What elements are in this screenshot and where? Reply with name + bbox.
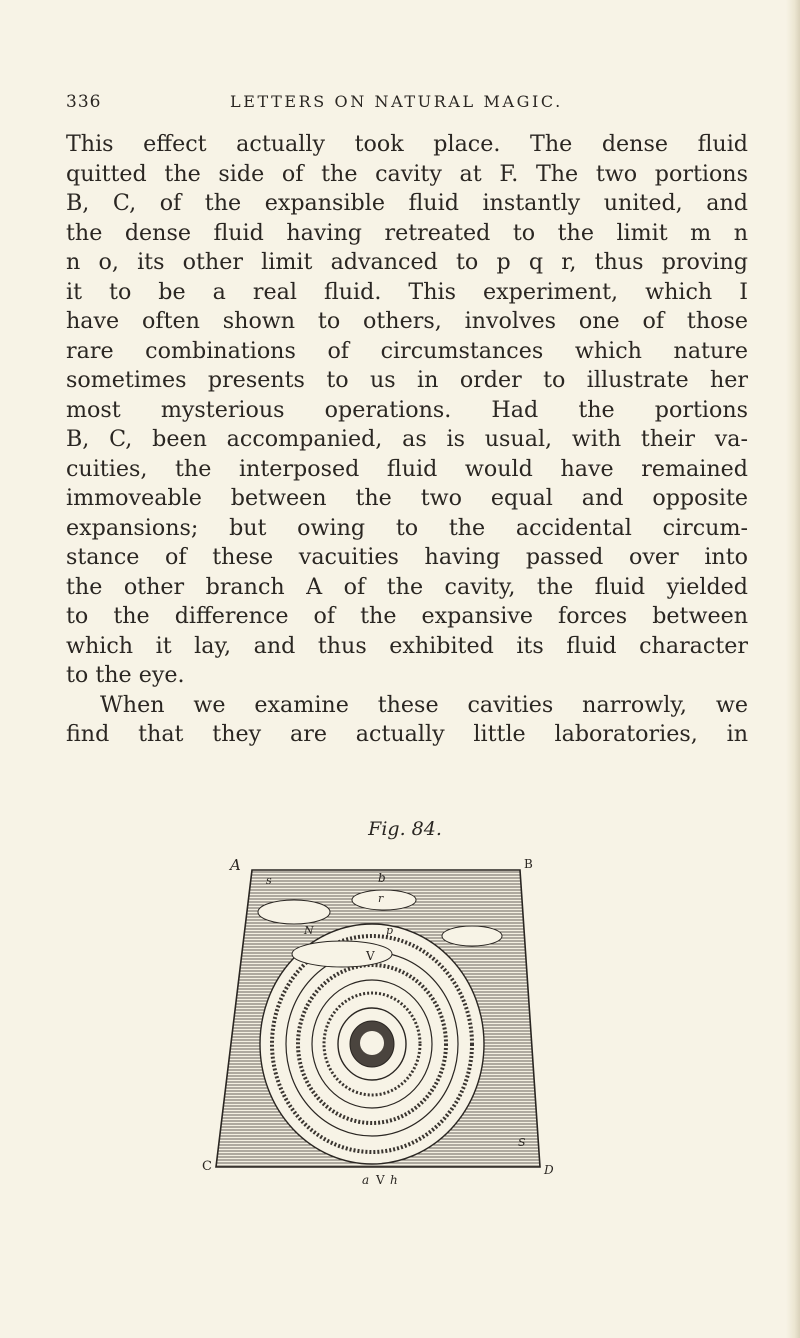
label-b: b bbox=[378, 871, 386, 885]
page-number: 336 bbox=[66, 92, 102, 112]
text-line: it to be a real fluid. This experiment, which I bbox=[66, 278, 748, 305]
label-V-top: V bbox=[366, 949, 375, 963]
text-line: find that they are actually little laboratories, in bbox=[66, 721, 748, 747]
text-line: the dense fluid having retreated to the limit m n bbox=[66, 219, 748, 246]
text-line: When we examine these cavities narrowly, we bbox=[100, 691, 748, 718]
text-line: to the difference of the expansive forces between bbox=[66, 603, 748, 629]
label-D: D bbox=[544, 1163, 554, 1177]
label-s: s bbox=[266, 874, 272, 887]
figure-84 bbox=[182, 844, 572, 1184]
text-line: quitted the side of the cavity at F. The two portions bbox=[66, 160, 748, 187]
text-line: stance of these vacuities having passed over into bbox=[66, 544, 748, 570]
text-line: expansions; but owing to the accidental circum- bbox=[66, 514, 748, 541]
label-A: A bbox=[230, 856, 241, 874]
label-a-bottom: a bbox=[362, 1173, 370, 1184]
text-line: B, C, been accompanied, as is usual, with their va- bbox=[66, 426, 748, 452]
text-line: n o, its other limit advanced to p q r, thus proving bbox=[66, 249, 748, 275]
running-head: LETTERS ON NATURAL MAGIC. bbox=[230, 92, 563, 111]
text-line: which it lay, and thus exhibited its fluid character bbox=[66, 632, 748, 659]
text-line: rare combinations of circumstances which nature bbox=[66, 337, 748, 364]
text-line: B, C, of the expansible fluid instantly united, and bbox=[66, 190, 748, 216]
label-h: h bbox=[390, 1173, 398, 1184]
text-line: most mysterious operations. Had the portions bbox=[66, 396, 748, 423]
text-line: immoveable between the two equal and opposite bbox=[66, 485, 748, 511]
figure-caption: Fig. 84. bbox=[368, 818, 442, 840]
label-N: N bbox=[304, 924, 314, 937]
label-r: r bbox=[378, 892, 384, 905]
label-p: p bbox=[386, 924, 394, 937]
label-B: B bbox=[524, 857, 533, 871]
cavity-diagram bbox=[182, 844, 572, 1184]
label-S-right: S bbox=[518, 1136, 526, 1149]
text-line: sometimes presents to us in order to illustrate her bbox=[66, 367, 748, 393]
text-line: the other branch A of the cavity, the fluid yielded bbox=[66, 573, 748, 600]
page-edge bbox=[786, 0, 800, 1338]
body-text bbox=[66, 130, 748, 750]
text-line: This effect actually took place. The dense fluid bbox=[66, 131, 748, 157]
page-header bbox=[66, 92, 746, 116]
label-V-bottom: V bbox=[376, 1173, 385, 1184]
text-line: have often shown to others, involves one of those bbox=[66, 308, 748, 334]
label-C: C bbox=[202, 1159, 212, 1174]
text-line: to the eye. bbox=[66, 662, 185, 688]
text-line: cuities, the interposed fluid would have remained bbox=[66, 455, 748, 482]
